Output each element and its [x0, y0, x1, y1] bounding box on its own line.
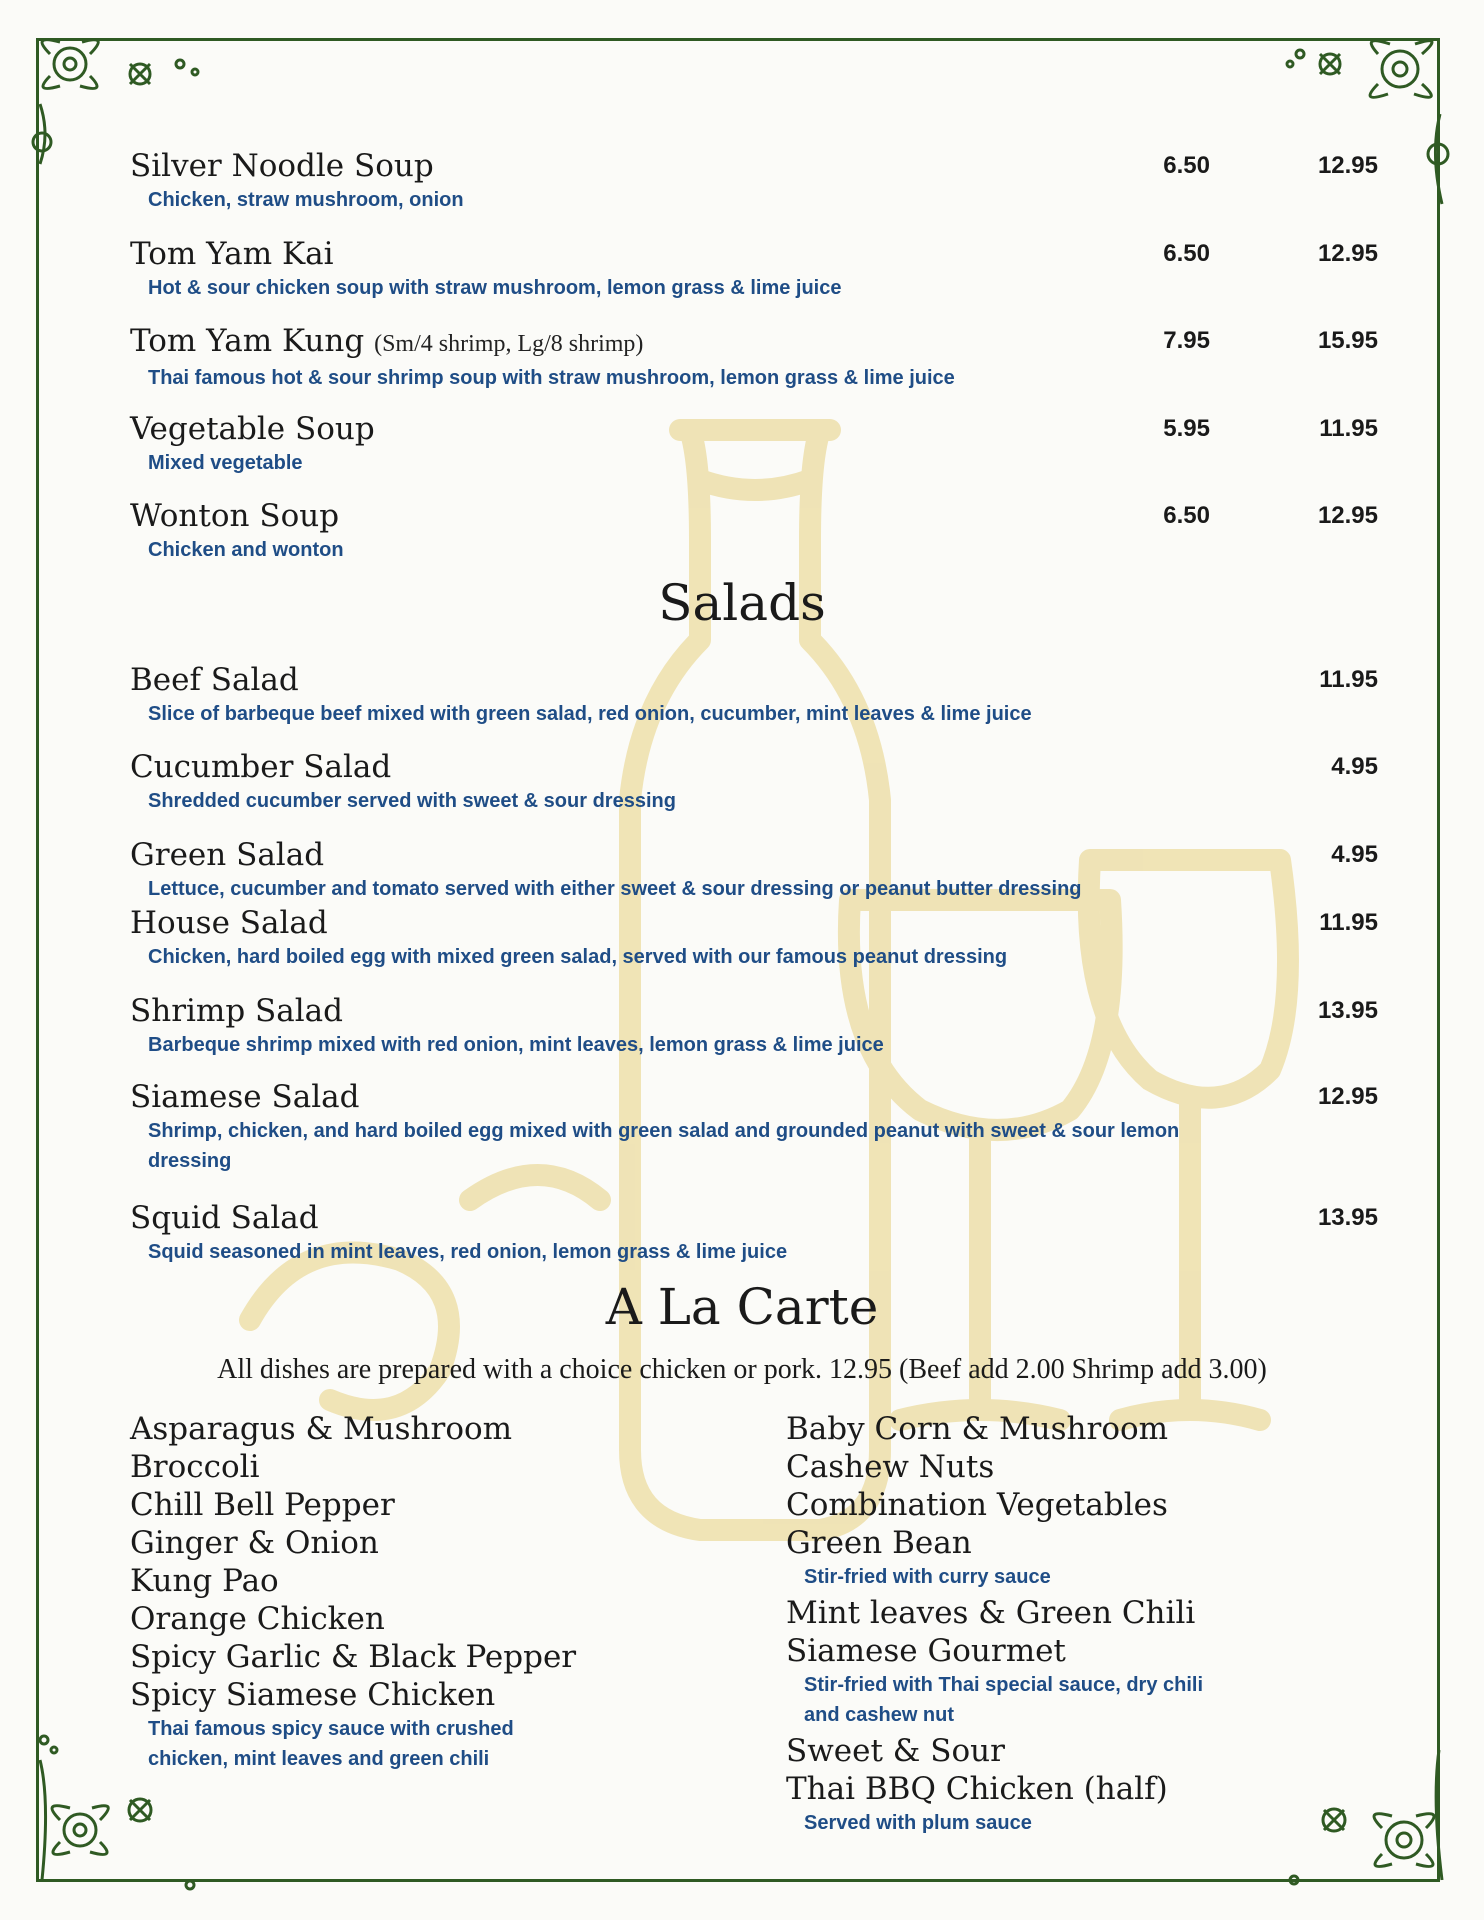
dish-description: Chicken and wonton: [148, 539, 344, 561]
dish-name: Cucumber Salad: [130, 749, 392, 785]
menu-item: [130, 905, 1380, 972]
dish-name: Vegetable Soup: [130, 411, 375, 447]
dish-description: Shredded cucumber served with sweet & sour dressing: [148, 790, 676, 812]
dish-name: Silver Noodle Soup: [130, 148, 434, 184]
price: 13.95: [1317, 1204, 1378, 1231]
price: 4.95: [1331, 753, 1378, 780]
price: 11.95: [1319, 909, 1378, 936]
dish-name: Beef Salad: [130, 662, 299, 698]
dish-name: Wonton Soup: [130, 498, 340, 534]
dish-description: Chicken, hard boiled egg with mixed green salad, served with our famous peanut dressing: [148, 946, 1008, 968]
dish-name: Shrimp Salad: [130, 993, 343, 1029]
large-price: 15.95: [1317, 327, 1378, 354]
menu-item: [130, 1200, 1380, 1267]
dish-description: Shrimp, chicken, and hard boiled egg mixed with green salad and grounded peanut with sweet & sour lemon dressing: [148, 1120, 1180, 1172]
dish-name: Orange Chicken: [130, 1601, 385, 1637]
dish-description: Squid seasoned in mint leaves, red onion, lemon grass & lime juice: [148, 1241, 788, 1263]
dish-name: Baby Corn & Mushroom: [786, 1411, 1169, 1447]
dish-description: Slice of barbeque beef mixed with green salad, red onion, cucumber, mint leaves & lime juice: [148, 703, 1032, 725]
dish-description: Mixed vegetable: [148, 452, 303, 474]
dish-description: Barbeque shrimp mixed with red onion, mint leaves, lemon grass & lime juice: [148, 1034, 884, 1056]
dish-name: Thai BBQ Chicken (half): [786, 1771, 1168, 1807]
dish-name: Mint leaves & Green Chili: [786, 1595, 1196, 1631]
dish-name: Sweet & Sour: [786, 1733, 1005, 1769]
menu-item: [130, 323, 1380, 393]
price: 4.95: [1331, 841, 1378, 868]
menu-item: [130, 148, 1380, 215]
section-heading-salads: Salads: [658, 574, 826, 632]
menu-item: [130, 993, 1380, 1060]
dish-description: Lettuce, cucumber and tomato served with either sweet & sour dressing or peanut butter dressing: [148, 878, 1082, 900]
menu-item: [130, 749, 1380, 816]
dish-name: Tom Yam Kai: [130, 236, 334, 272]
menu-item: [130, 236, 1380, 303]
dish-description: Hot & sour chicken soup with straw mushroom, lemon grass & lime juice: [148, 277, 842, 299]
dish-name: Siamese Salad: [130, 1079, 360, 1115]
menu-item: [130, 498, 1380, 565]
dish-name: Combination Vegetables: [786, 1487, 1168, 1523]
dish-name: Kung Pao: [130, 1563, 279, 1599]
dish-description: Served with plum sauce: [804, 1812, 1032, 1834]
large-price: 11.95: [1319, 415, 1378, 442]
a-la-carte-left-column: [130, 1410, 770, 1776]
menu-item: [130, 411, 1380, 478]
dish-description: Stir-fried with Thai special sauce, dry chili and cashew nut: [804, 1674, 1204, 1726]
section-heading-a-la-carte: A La Carte: [605, 1278, 879, 1336]
a-la-carte-right-column: [786, 1410, 1426, 1840]
dish-name: Asparagus & Mushroom: [130, 1411, 513, 1447]
menu-item: [130, 837, 1380, 904]
dish-description: Thai famous spicy sauce with crushed chicken, mint leaves and green chili: [148, 1718, 514, 1770]
small-price: 6.50: [1163, 152, 1210, 179]
dish-name: Chill Bell Pepper: [130, 1487, 395, 1523]
dish-name: Siamese Gourmet: [786, 1633, 1066, 1669]
price: 13.95: [1317, 997, 1378, 1024]
dish-description: Chicken, straw mushroom, onion: [148, 189, 464, 211]
small-price: 7.95: [1163, 327, 1210, 354]
a-la-carte-intro: All dishes are prepared with a choice chicken or pork. 12.95 (Beef add 2.00 Shrimp add 3.00): [217, 1354, 1267, 1385]
dish-name: Squid Salad: [130, 1200, 319, 1236]
small-price: 6.50: [1163, 502, 1210, 529]
dish-description: Stir-fried with curry sauce: [804, 1566, 1051, 1588]
price: 11.95: [1319, 666, 1378, 693]
dish-name: Green Salad: [130, 837, 325, 873]
menu-item: [130, 1079, 1380, 1176]
dish-description: Thai famous hot & sour shrimp soup with straw mushroom, lemon grass & lime juice: [148, 367, 955, 389]
dish-name: Broccoli: [130, 1449, 260, 1485]
dish-name: Ginger & Onion: [130, 1525, 379, 1561]
dish-name: Tom Yam Kung: [130, 323, 365, 359]
dish-name: Green Bean: [786, 1525, 972, 1561]
dish-name: Cashew Nuts: [786, 1449, 995, 1485]
large-price: 12.95: [1317, 152, 1378, 179]
dish-name: House Salad: [130, 905, 328, 941]
dish-note: (Sm/4 shrimp, Lg/8 shrimp): [374, 331, 644, 357]
menu-item: [130, 662, 1380, 729]
dish-name: Spicy Garlic & Black Pepper: [130, 1639, 577, 1675]
large-price: 12.95: [1317, 502, 1378, 529]
price: 12.95: [1317, 1083, 1378, 1110]
small-price: 5.95: [1163, 415, 1210, 442]
large-price: 12.95: [1317, 240, 1378, 267]
dish-name: Spicy Siamese Chicken: [130, 1677, 496, 1713]
small-price: 6.50: [1163, 240, 1210, 267]
